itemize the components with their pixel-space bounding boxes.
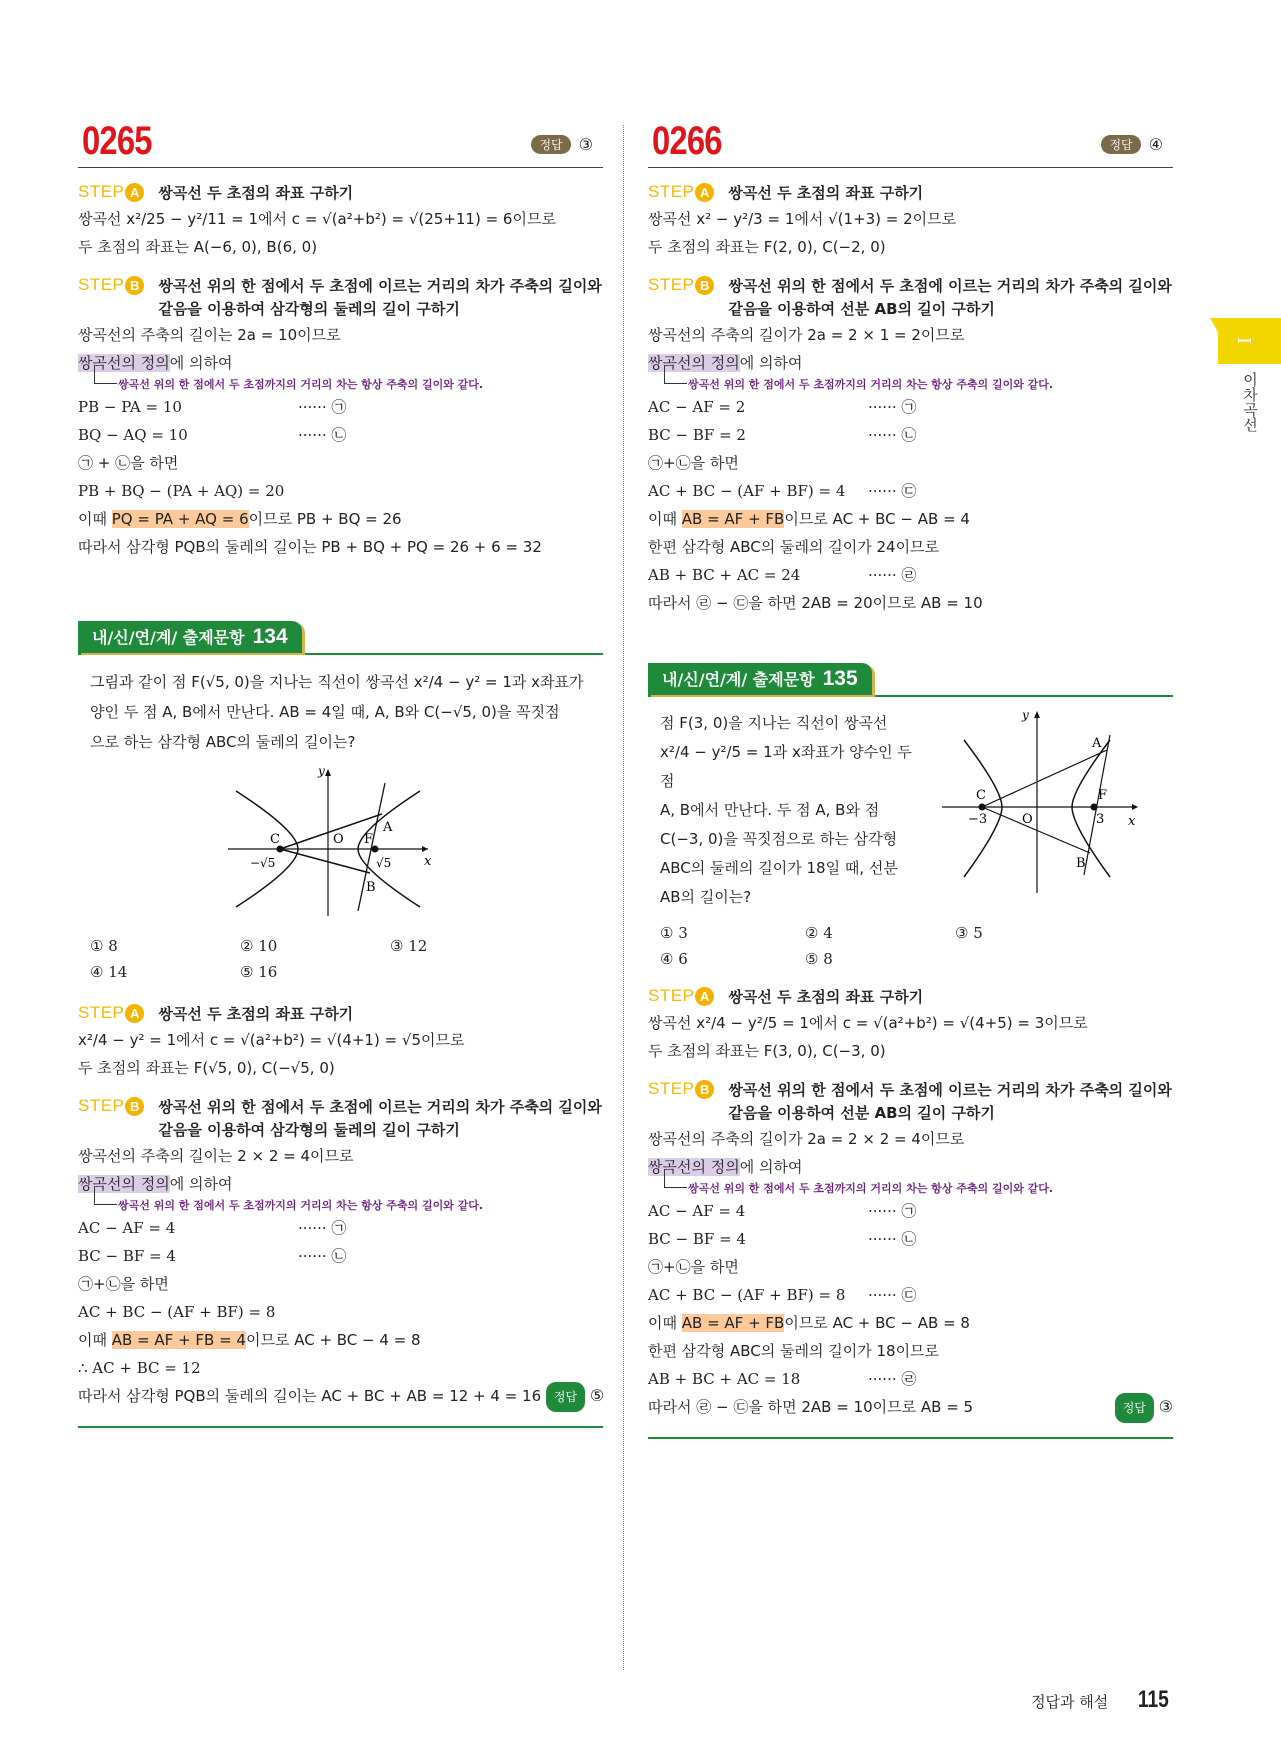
equation-line: AC + BC − (AF + BF) = 8 ······ ㉢: [648, 1286, 917, 1304]
svg-text:A: A: [1092, 736, 1102, 751]
svg-text:√5: √5: [376, 856, 392, 870]
step-title: 쌍곡선 위의 한 점에서 두 초점에 이르는 거리의 차가 주축의 길이와 같음을 이용하여 삼각형의 둘레의 길이 구하기: [158, 277, 602, 318]
answer-choices: [78, 933, 603, 985]
related-problem-tab: 내/신/연/계/ 출제문항 134: [78, 621, 302, 653]
step-label: STEP B: [648, 1079, 714, 1099]
problem-header-0266: [648, 115, 1173, 168]
answer-pill: 정답: [546, 1382, 585, 1412]
page-footer: [1031, 1686, 1173, 1714]
equation-line: AB + BC + AC = 24 ······ ㉣: [648, 566, 917, 584]
solution-line: 두 초점의 좌표는 F(3, 0), C(−3, 0): [648, 1042, 886, 1060]
svg-text:F: F: [1098, 788, 1108, 803]
definition-note: 쌍곡선 위의 한 점에서 두 초점까지의 거리의 차는 항상 주축의 길이와 같다.: [118, 377, 603, 393]
equation-line: PB − PA = 10 ······ ㉠: [78, 398, 347, 416]
choice[interactable]: ③ 5: [955, 924, 983, 942]
solution-line: 한편 삼각형 ABC의 둘레의 길이가 18이므로: [648, 1342, 940, 1360]
step-title: 쌍곡선 위의 한 점에서 두 초점에 이르는 거리의 차가 주축의 길이와 같음을 이용하여 선분 AB의 길이 구하기: [728, 277, 1172, 318]
solution-line: ㉠ + ㉡을 하면: [78, 454, 179, 472]
definition-line: 쌍곡선의 정의에 의하여: [648, 354, 803, 372]
answer-pill: 정답: [1115, 1393, 1154, 1423]
choice[interactable]: ① 8: [90, 937, 118, 955]
step-title: 쌍곡선 위의 한 점에서 두 초점에 이르는 거리의 차가 주축의 길이와 같음을 이용하여 삼각형의 둘레의 길이 구하기: [158, 1098, 602, 1139]
solution-line: 쌍곡선 x²/25 − y²/11 = 1에서 c = √(a²+b²) = √(25+11) = 6이므로: [78, 210, 556, 228]
answer-value: ③: [578, 135, 593, 154]
step-title: 쌍곡선 두 초점의 좌표 구하기: [728, 988, 924, 1006]
definition-line: 쌍곡선의 정의에 의하여: [78, 1175, 233, 1193]
highlight-key: PQ = PA + AQ = 6: [111, 510, 249, 528]
conclusion-line: 따라서 ㉣ − ㉢을 하면 2AB = 10이므로 AB = 5 정답 ③: [648, 1393, 1173, 1423]
choice[interactable]: ② 10: [240, 937, 278, 955]
svg-text:−√5: −√5: [250, 856, 276, 870]
step-a-icon: A: [125, 1004, 144, 1023]
step-label: STEP B: [648, 275, 714, 295]
problem-number: 0266: [652, 119, 722, 163]
equation-line: AC + BC − (AF + BF) = 8: [78, 1303, 276, 1321]
question-text: 점 F(3, 0)을 지나는 직선이 쌍곡선 x²/4 − y²/5 = 1과 x좌표가 양수인 두 점 A, B에서 만난다. 두 점 A, B와 점 C(−3, 0)을 꼭짓점으로 하는 삼각형 ABC의 둘레의 길이가 18일 때, 선분 AB의 길이는?: [660, 714, 912, 906]
footer-label: 정답과 해설: [1031, 1693, 1109, 1711]
solution-line: 두 초점의 좌표는 F(2, 0), C(−2, 0): [648, 238, 886, 256]
solution-line: x²/4 − y² = 1에서 c = √(a²+b²) = √(4+1) = √5이므로: [78, 1031, 465, 1049]
related-problem-header: [648, 663, 1173, 697]
equation-line: 이때 AB = AF + FB이므로 AC + BC − AB = 8: [648, 1314, 970, 1332]
highlight-key: AB = AF + FB = 4: [111, 1331, 246, 1349]
step-title: 쌍곡선 두 초점의 좌표 구하기: [158, 1005, 354, 1023]
equation-line: BC − BF = 4 ······ ㉡: [78, 1247, 347, 1265]
page-number: 115: [1138, 1686, 1170, 1713]
chapter-number: I: [1233, 336, 1255, 345]
question-text: 그림과 같이 점 F(√5, 0)을 지나는 직선이 쌍곡선 x²/4 − y² = 1과 x좌표가 양인 두 점 A, B에서 만난다. AB = 4일 때, A, B와 C(−√5, 0)을 꼭짓점 으로 하는 삼각형 ABC의 둘레의 길이는?: [90, 673, 584, 751]
svg-text:C: C: [270, 832, 280, 847]
sol-step-b: [78, 1096, 603, 1142]
solution-line: ㉠+㉡을 하면: [648, 454, 739, 472]
equation-line: AC − AF = 2 ······ ㉠: [648, 398, 917, 416]
chapter-name: 이차곡선: [1241, 372, 1259, 432]
highlight-definition: 쌍곡선의 정의: [648, 354, 740, 372]
svg-text:3: 3: [1096, 812, 1105, 827]
answer-value: ④: [1148, 135, 1163, 154]
equation-line: 이때 AB = AF + FB = 4이므로 AC + BC − 4 = 8: [78, 1331, 421, 1349]
equation-line: ∴ AC + BC = 12: [78, 1359, 201, 1377]
step-b-icon: B: [695, 1080, 714, 1099]
svg-text:B: B: [1076, 856, 1086, 871]
sol-step-a: [648, 986, 1173, 1009]
step-title: 쌍곡선 두 초점의 좌표 구하기: [728, 184, 924, 202]
svg-text:F: F: [364, 832, 374, 847]
solution-line: 한편 삼각형 ABC의 둘레의 길이가 24이므로: [648, 538, 940, 556]
sol-step-a: [78, 1003, 603, 1026]
svg-text:−3: −3: [968, 812, 988, 827]
choice[interactable]: ④ 14: [90, 963, 128, 981]
equation-line: BQ − AQ = 10 ······ ㉡: [78, 426, 347, 444]
column-divider: [623, 125, 624, 1670]
sol-step-b: [648, 1079, 1173, 1125]
choice[interactable]: ① 3: [660, 924, 688, 942]
equation-line: BC − BF = 2 ······ ㉡: [648, 426, 917, 444]
equation-line: PB + BQ − (PA + AQ) = 20: [78, 482, 285, 500]
solution-line: 쌍곡선의 주축의 길이가 2a = 2 × 1 = 2이므로: [648, 326, 965, 344]
svg-text:y: y: [318, 764, 325, 778]
equation-line: AB + BC + AC = 18 ······ ㉣: [648, 1370, 917, 1388]
step-a-icon: A: [695, 183, 714, 202]
svg-text:O: O: [333, 832, 344, 847]
answer-choices: [648, 920, 1173, 972]
equation-line: AC − AF = 4 ······ ㉠: [78, 1219, 347, 1237]
solution-line: 쌍곡선 x² − y²/3 = 1에서 √(1+3) = 2이므로: [648, 210, 957, 228]
step-label: STEP B: [78, 275, 144, 295]
equation-line: 이때 AB = AF + FB이므로 AC + BC − AB = 4: [648, 510, 970, 528]
step-a-icon: A: [695, 987, 714, 1006]
highlight-definition: 쌍곡선의 정의: [648, 1158, 740, 1176]
svg-text:y: y: [1022, 708, 1029, 722]
solution-line: 두 초점의 좌표는 A(−6, 0), B(6, 0): [78, 238, 318, 256]
conclusion-line: 따라서 삼각형 PQB의 둘레의 길이는 AC + BC + AB = 12 + 4 = 16 정답 ⑤: [78, 1382, 603, 1412]
svg-text:x: x: [1128, 814, 1136, 829]
definition-note: 쌍곡선 위의 한 점에서 두 초점까지의 거리의 차는 항상 주축의 길이와 같다.: [688, 377, 1173, 393]
svg-text:C: C: [976, 788, 986, 803]
problem-header-0265: [78, 115, 603, 168]
solution-line: ㉠+㉡을 하면: [648, 1258, 739, 1276]
equation-line: BC − BF = 4 ······ ㉡: [648, 1230, 917, 1248]
svg-text:B: B: [366, 880, 376, 895]
definition-line: 쌍곡선의 정의에 의하여: [78, 354, 233, 372]
related-problem-tab: 내/신/연/계/ 출제문항 135: [648, 663, 872, 695]
left-column: [78, 115, 603, 1428]
svg-text:O: O: [1022, 812, 1033, 827]
step-label: STEP A: [648, 182, 714, 202]
svg-text:x: x: [424, 854, 432, 869]
solution-line: 두 초점의 좌표는 F(√5, 0), C(−√5, 0): [78, 1059, 335, 1077]
answer-pill: 정답: [1101, 135, 1140, 154]
step-a: [78, 182, 603, 205]
step-b: [78, 275, 603, 321]
svg-text:A: A: [383, 820, 393, 835]
equation-line: AC + BC − (AF + BF) = 4 ······ ㉢: [648, 482, 917, 500]
highlight-definition: 쌍곡선의 정의: [78, 1175, 170, 1193]
problem-number: 0265: [82, 119, 152, 163]
highlight-definition: 쌍곡선의 정의: [78, 354, 170, 372]
section-end-rule: [648, 1437, 1173, 1439]
answer-badge: [531, 135, 593, 154]
step-a-icon: A: [125, 183, 144, 202]
hyperbola-figure-135: [942, 705, 1142, 912]
section-end-rule: [78, 1426, 603, 1428]
step-label: STEP A: [78, 182, 144, 202]
conclusion-line: 따라서 ㉣ − ㉢을 하면 2AB = 20이므로 AB = 10: [648, 594, 983, 612]
step-title: 쌍곡선 위의 한 점에서 두 초점에 이르는 거리의 차가 주축의 길이와 같음을 이용하여 선분 AB의 길이 구하기: [728, 1081, 1172, 1122]
step-b-icon: B: [125, 276, 144, 295]
step-b-icon: B: [125, 1097, 144, 1116]
equation-line: AC − AF = 4 ······ ㉠: [648, 1202, 917, 1220]
answer-value: ⑤: [589, 1386, 605, 1405]
step-label: STEP A: [648, 986, 714, 1006]
solution-line: 쌍곡선 x²/4 − y²/5 = 1에서 c = √(a²+b²) = √(4+5) = 3이므로: [648, 1014, 1088, 1032]
conclusion-line: 따라서 삼각형 PQB의 둘레의 길이는 PB + BQ + PQ = 26 + 6 = 32: [78, 538, 542, 556]
related-problem-header: [78, 621, 603, 655]
step-b: [648, 275, 1173, 321]
step-b-icon: B: [695, 276, 714, 295]
choice[interactable]: ④ 6: [660, 950, 688, 968]
definition-note: 쌍곡선 위의 한 점에서 두 초점까지의 거리의 차는 항상 주축의 길이와 같다.: [118, 1198, 603, 1214]
definition-line: 쌍곡선의 정의에 의하여: [648, 1158, 803, 1176]
answer-value: ③: [1158, 1397, 1173, 1416]
step-title: 쌍곡선 두 초점의 좌표 구하기: [158, 184, 354, 202]
solution-line: 쌍곡선의 주축의 길이가 2a = 2 × 2 = 4이므로: [648, 1130, 965, 1148]
step-a: [648, 182, 1173, 205]
step-label: STEP A: [78, 1003, 144, 1023]
right-column: [648, 115, 1173, 1439]
choice[interactable]: ⑤ 8: [805, 950, 833, 968]
step-label: STEP B: [78, 1096, 144, 1116]
solution-line: 쌍곡선의 주축의 길이는 2a = 10이므로: [78, 326, 341, 344]
equation-line: 이때 PQ = PA + AQ = 6이므로 PB + BQ = 26: [78, 510, 402, 528]
highlight-key: AB = AF + FB: [681, 1314, 785, 1332]
solution-line: 쌍곡선의 주축의 길이는 2 × 2 = 4이므로: [78, 1147, 354, 1165]
choice[interactable]: ③ 12: [390, 937, 428, 955]
highlight-key: AB = AF + FB: [681, 510, 785, 528]
definition-note: 쌍곡선 위의 한 점에서 두 초점까지의 거리의 차는 항상 주축의 길이와 같다.: [688, 1181, 1173, 1197]
choice[interactable]: ⑤ 16: [240, 963, 278, 981]
answer-pill: 정답: [531, 135, 570, 154]
solution-line: ㉠+㉡을 하면: [78, 1275, 169, 1293]
choice[interactable]: ② 4: [805, 924, 833, 942]
answer-badge: [1101, 135, 1163, 154]
hyperbola-figure-134: [228, 761, 603, 925]
